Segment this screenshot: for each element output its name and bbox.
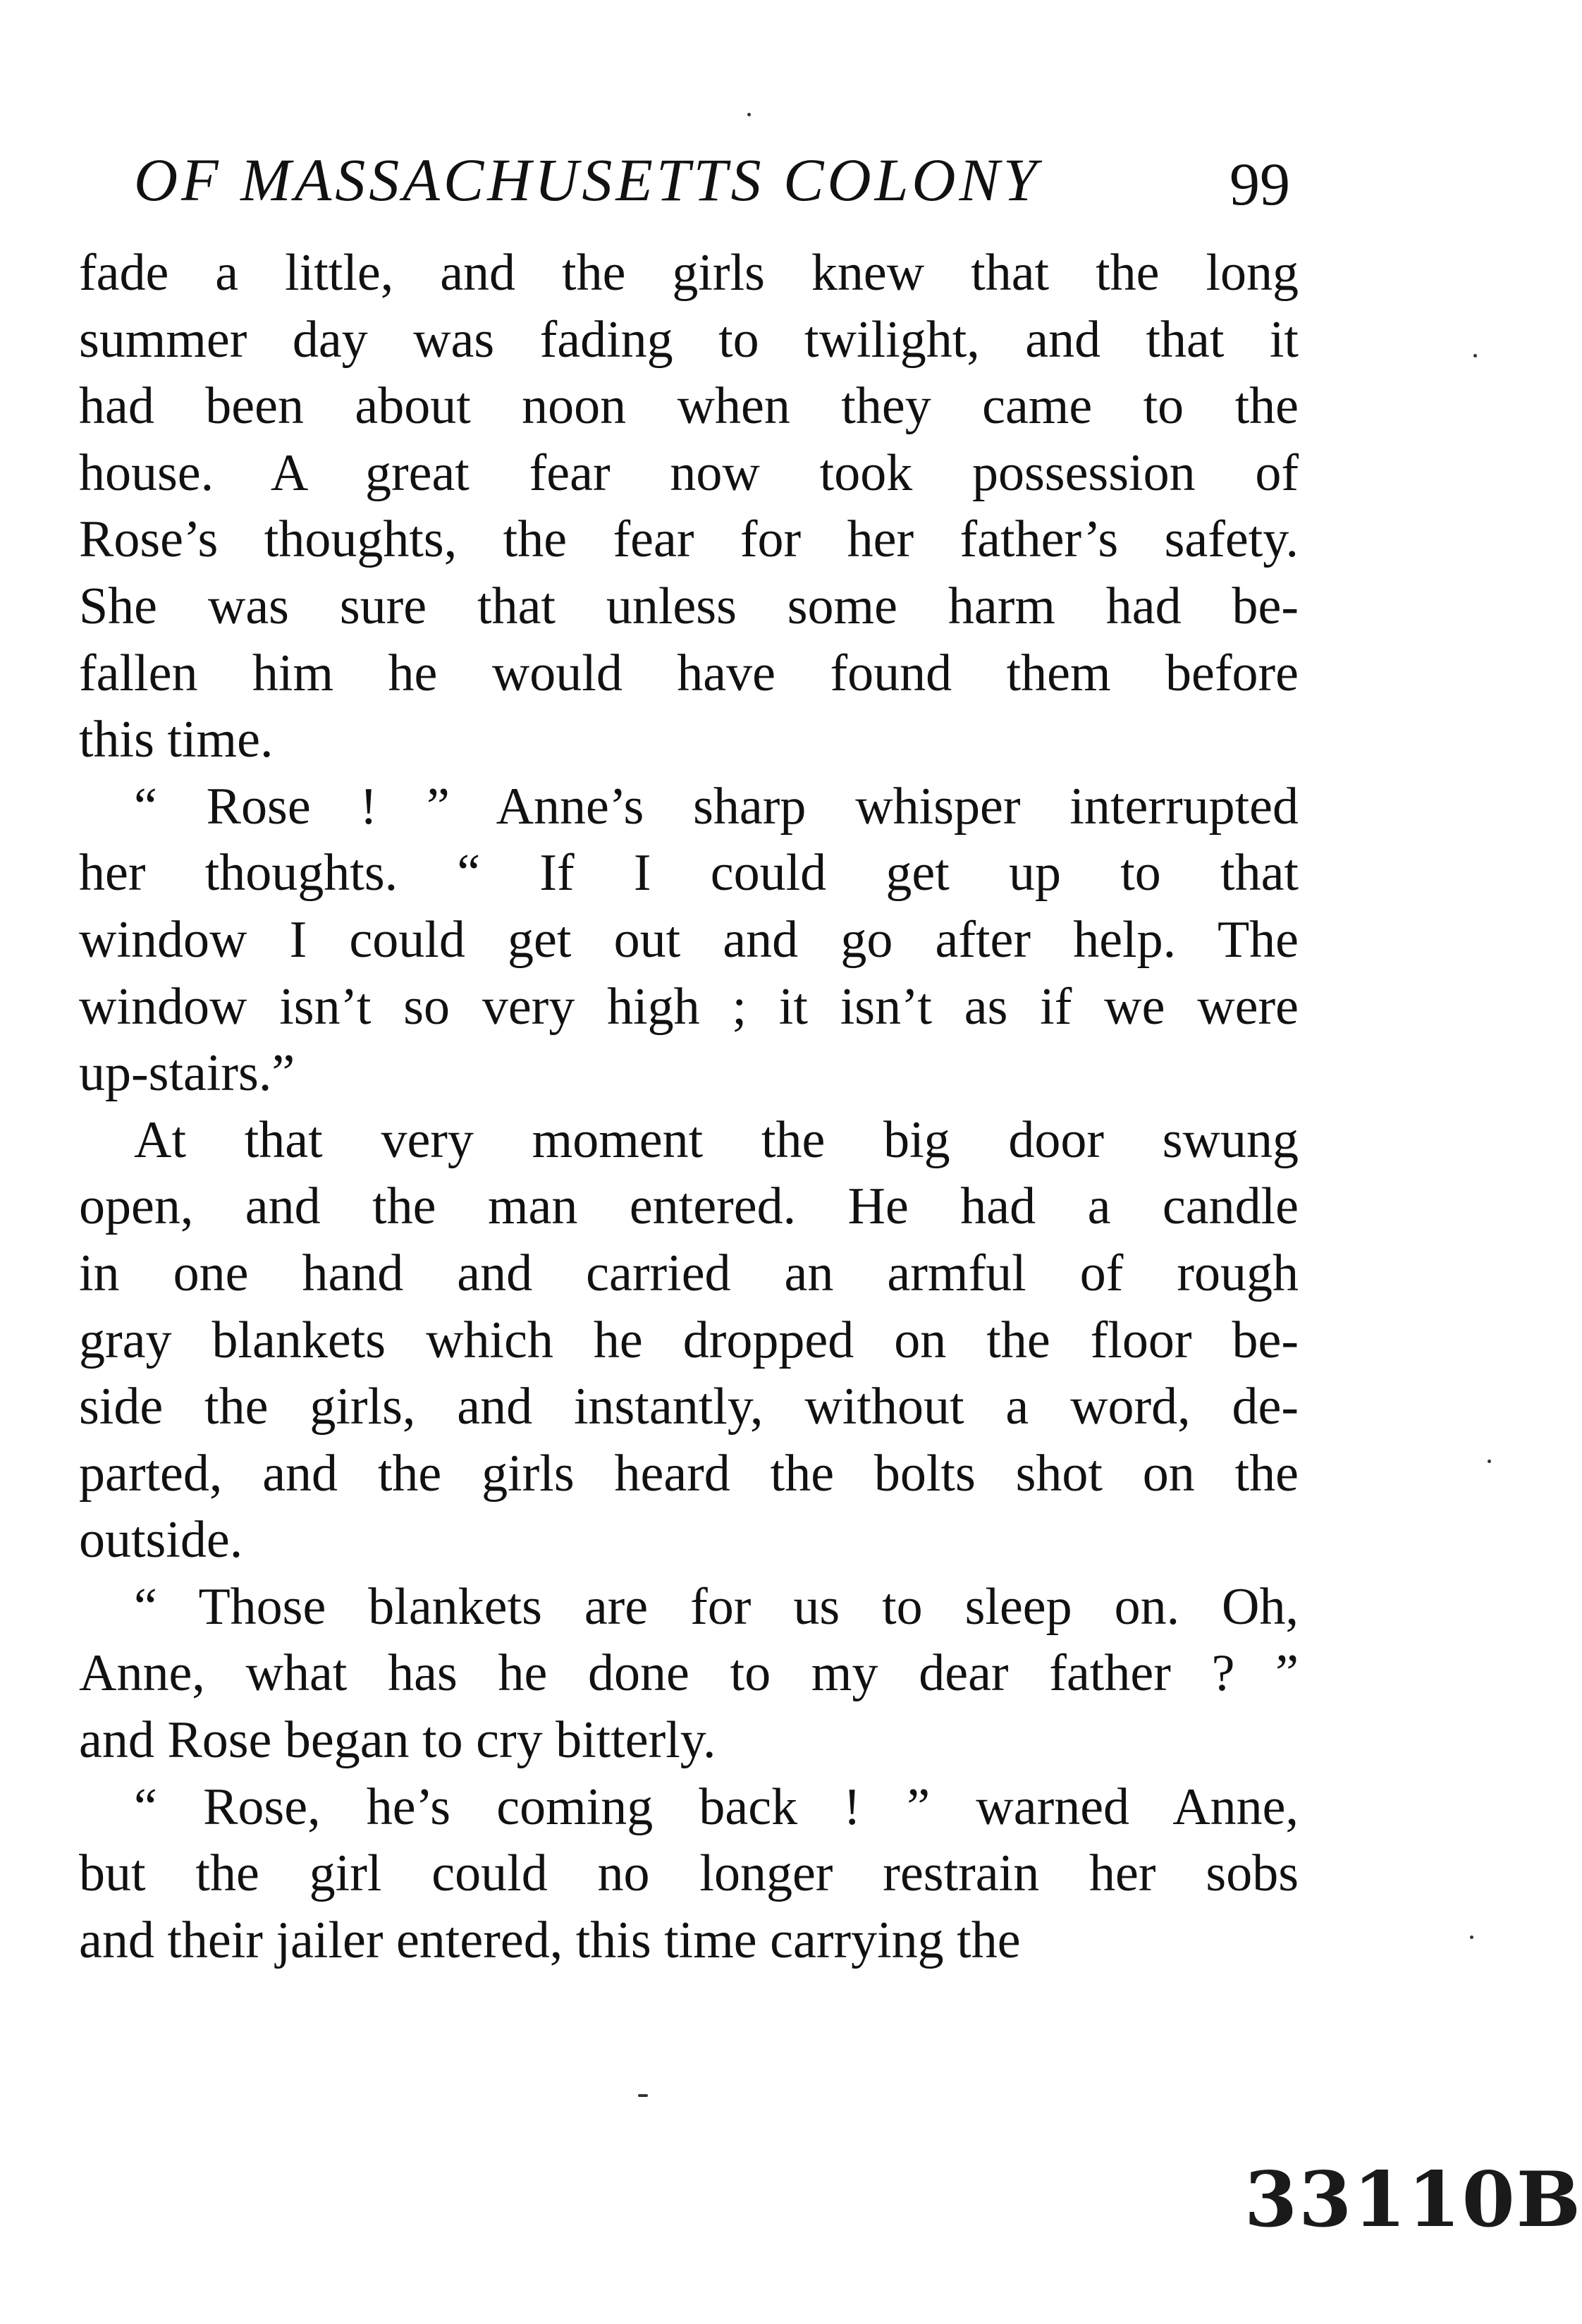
body-text <box>79 240 1299 1974</box>
text-line: but the girl could no longer restrain her sobs <box>79 1845 1299 1903</box>
paragraph <box>79 240 1299 773</box>
text-line: parted, and the girls heard the bolts shot on the <box>79 1444 1299 1503</box>
text-line: and their jailer entered, this time carrying the <box>79 1911 1021 1969</box>
text-line: had been about noon when they came to the <box>79 377 1299 436</box>
paragraph <box>79 1107 1299 1574</box>
scan-speck <box>638 2094 648 2097</box>
text-line: gray blankets which he dropped on the floor be- <box>79 1311 1299 1369</box>
text-line: in one hand and carried an armful of rough <box>79 1244 1299 1302</box>
scan-speck <box>1473 354 1477 357</box>
text-line: and Rose began to cry bitterly. <box>79 1711 716 1770</box>
text-line: window isn’t so very high ; it isn’t as if we were <box>79 977 1299 1036</box>
text-line: outside. <box>79 1511 243 1570</box>
text-line: side the girls, and instantly, without a word, de- <box>79 1378 1299 1436</box>
library-stamp: 33110B <box>1244 2155 1582 2244</box>
text-line: “ Those blankets are for us to sleep on. Oh, <box>134 1577 1299 1636</box>
text-line: fallen him he would have found them before <box>79 644 1299 702</box>
text-line: fade a little, and the girls knew that the long <box>79 244 1299 302</box>
text-line: her thoughts. “ If I could get up to that <box>79 844 1299 903</box>
scan-speck <box>1470 1935 1473 1939</box>
text-line: Rose’s thoughts, the fear for her father’s safety. <box>79 510 1299 569</box>
running-title: OF MASSACHUSETTS COLONY <box>134 146 1041 214</box>
scan-speck <box>747 113 751 116</box>
text-line: summer day was fading to twilight, and that it <box>79 310 1299 369</box>
text-line: window I could get out and go after help. The <box>79 910 1299 969</box>
page-header <box>134 141 1290 219</box>
page-number: 99 <box>1230 150 1290 218</box>
scan-speck <box>1488 1460 1491 1463</box>
text-line: At that very moment the big door swung <box>134 1111 1299 1169</box>
paragraph <box>79 773 1299 1107</box>
text-line: open, and the man entered. He had a candle <box>79 1178 1299 1236</box>
text-line: Anne, what has he done to my dear father ? ” <box>79 1644 1299 1703</box>
paragraph <box>79 1774 1299 1974</box>
paragraph <box>79 1574 1299 1774</box>
text-line: up-stairs.” <box>79 1044 295 1103</box>
text-line: this time. <box>79 711 274 769</box>
text-line: house. A great fear now took possession of <box>79 444 1299 502</box>
text-line: “ Rose, he’s coming back ! ” warned Anne, <box>134 1778 1299 1836</box>
text-line: “ Rose ! ” Anne’s sharp whisper interrupted <box>134 777 1299 836</box>
text-line: She was sure that unless some harm had be- <box>79 577 1299 635</box>
